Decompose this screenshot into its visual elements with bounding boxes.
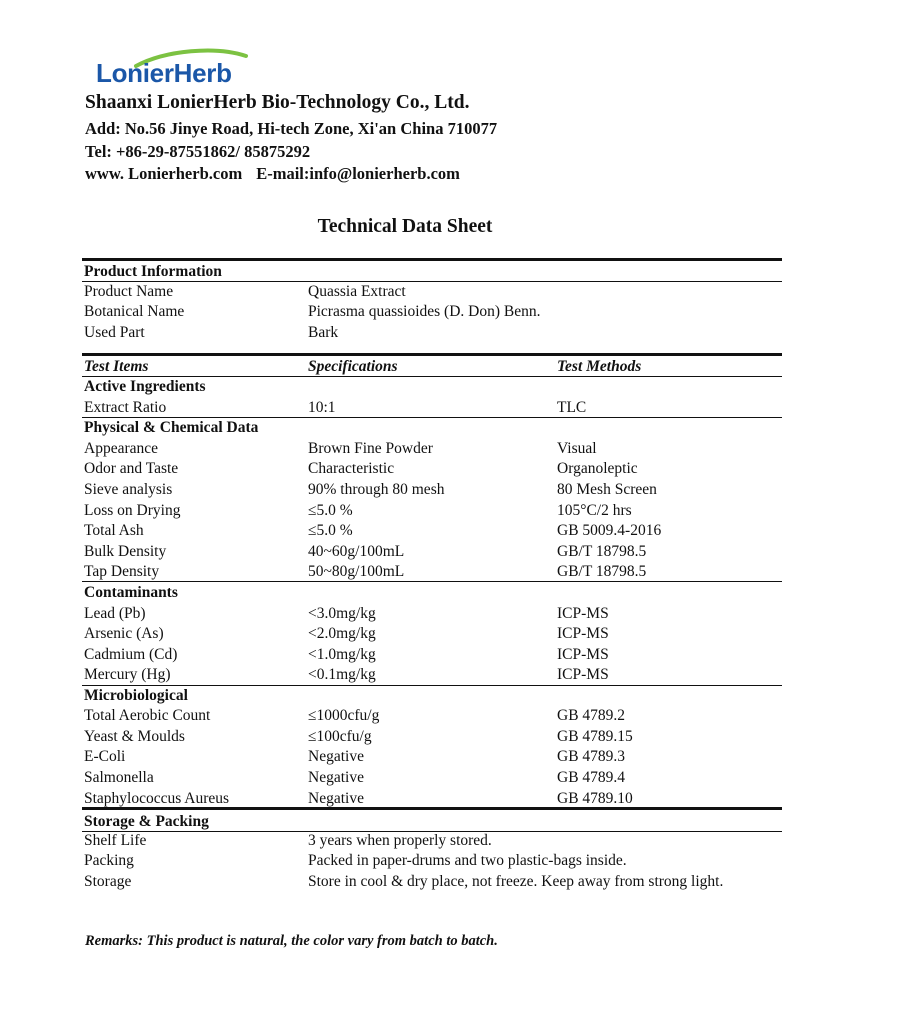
table-rule bbox=[82, 353, 782, 356]
method-cell: ICP-MS bbox=[557, 666, 609, 683]
spec-cell: ≤5.0 % bbox=[308, 522, 353, 539]
item-cell: Extract Ratio bbox=[84, 399, 167, 416]
item-cell: Botanical Name bbox=[84, 303, 185, 320]
company-email[interactable]: E-mail:info@lonierherb.com bbox=[256, 164, 460, 183]
company-website[interactable]: www. Lonierherb.com bbox=[85, 164, 243, 183]
spec-cell: 90% through 80 mesh bbox=[308, 481, 445, 498]
company-contact-line bbox=[85, 164, 460, 184]
item-cell: Loss on Drying bbox=[84, 502, 181, 519]
item-cell: Physical & Chemical Data bbox=[84, 419, 259, 436]
spec-cell: Negative bbox=[308, 748, 364, 765]
item-cell: Storage & Packing bbox=[84, 813, 209, 830]
spec-cell: Quassia Extract bbox=[308, 283, 406, 300]
spec-cell: <0.1mg/kg bbox=[308, 666, 376, 683]
spec-cell: Negative bbox=[308, 790, 364, 807]
table-rule bbox=[82, 258, 782, 261]
item-cell: Staphylococcus Aureus bbox=[84, 790, 230, 807]
table-rule bbox=[82, 807, 782, 810]
item-cell: Salmonella bbox=[84, 769, 154, 786]
item-cell: Microbiological bbox=[84, 687, 188, 704]
spec-cell: ≤1000cfu/g bbox=[308, 707, 380, 724]
column-header-test-items: Test Items bbox=[84, 358, 149, 375]
method-cell: GB 4789.3 bbox=[557, 748, 626, 765]
method-cell: Organoleptic bbox=[557, 460, 638, 477]
item-cell: Total Ash bbox=[84, 522, 144, 539]
company-logo bbox=[96, 44, 276, 90]
item-cell: E-Coli bbox=[84, 748, 126, 765]
item-cell: Packing bbox=[84, 852, 134, 869]
spec-cell: Store in cool & dry place, not freeze. Keep away from strong light. bbox=[308, 873, 724, 890]
method-cell: GB/T 18798.5 bbox=[557, 563, 647, 580]
item-cell: Lead (Pb) bbox=[84, 605, 146, 622]
spec-cell: Negative bbox=[308, 769, 364, 786]
method-cell: GB 4789.10 bbox=[557, 790, 633, 807]
method-cell: GB 4789.15 bbox=[557, 728, 633, 745]
spec-cell: Brown Fine Powder bbox=[308, 440, 433, 457]
method-cell: TLC bbox=[557, 399, 587, 416]
table-rule bbox=[82, 281, 782, 282]
method-cell: ICP-MS bbox=[557, 605, 609, 622]
spec-cell: ≤100cfu/g bbox=[308, 728, 372, 745]
company-phone: Tel: +86-29-87551862/ 85875292 bbox=[85, 142, 311, 161]
column-header-specifications: Specifications bbox=[308, 358, 398, 375]
method-cell: GB 4789.4 bbox=[557, 769, 626, 786]
item-cell: Yeast & Moulds bbox=[84, 728, 185, 745]
item-cell: Used Part bbox=[84, 324, 145, 341]
item-cell: Total Aerobic Count bbox=[84, 707, 211, 724]
spec-cell: 10:1 bbox=[308, 399, 336, 416]
spec-cell: 40~60g/100mL bbox=[308, 543, 405, 560]
item-cell: Appearance bbox=[84, 440, 159, 457]
spec-cell: Bark bbox=[308, 324, 339, 341]
method-cell: ICP-MS bbox=[557, 646, 609, 663]
method-cell: 105°C/2 hrs bbox=[557, 502, 632, 519]
spec-cell: <3.0mg/kg bbox=[308, 605, 376, 622]
item-cell: Sieve analysis bbox=[84, 481, 173, 498]
table-rule bbox=[82, 581, 782, 582]
column-header-test-methods: Test Methods bbox=[557, 358, 642, 375]
method-cell: ICP-MS bbox=[557, 625, 609, 642]
spec-cell: Picrasma quassioides (D. Don) Benn. bbox=[308, 303, 541, 320]
item-cell: Active Ingredients bbox=[84, 378, 206, 395]
item-cell: Product Information bbox=[84, 263, 222, 280]
remarks-note: Remarks: This product is natural, the color vary from batch to batch. bbox=[85, 933, 498, 949]
spec-cell: 50~80g/100mL bbox=[308, 563, 405, 580]
item-cell: Contaminants bbox=[84, 584, 178, 601]
item-cell: Odor and Taste bbox=[84, 460, 179, 477]
item-cell: Product Name bbox=[84, 283, 174, 300]
item-cell: Storage bbox=[84, 873, 132, 890]
method-cell: 80 Mesh Screen bbox=[557, 481, 657, 498]
spec-cell: Packed in paper-drums and two plastic-bags inside. bbox=[308, 852, 627, 869]
item-cell: Bulk Density bbox=[84, 543, 167, 560]
method-cell: Visual bbox=[557, 440, 597, 457]
company-name: Shaanxi LonierHerb Bio-Technology Co., Ltd. bbox=[85, 92, 470, 113]
method-cell: GB 5009.4-2016 bbox=[557, 522, 662, 539]
document-title: Technical Data Sheet bbox=[317, 216, 493, 237]
spec-cell: ≤5.0 % bbox=[308, 502, 353, 519]
method-cell: GB 4789.2 bbox=[557, 707, 626, 724]
logo-text: LonierHerb bbox=[96, 58, 232, 88]
company-address: Add: No.56 Jinye Road, Hi-tech Zone, Xi'an China 710077 bbox=[85, 119, 498, 138]
spec-cell: <2.0mg/kg bbox=[308, 625, 376, 642]
spec-cell: Characteristic bbox=[308, 460, 395, 477]
method-cell: GB/T 18798.5 bbox=[557, 543, 647, 560]
item-cell: Cadmium (Cd) bbox=[84, 646, 178, 663]
item-cell: Mercury (Hg) bbox=[84, 666, 171, 683]
spec-cell: <1.0mg/kg bbox=[308, 646, 376, 663]
item-cell: Tap Density bbox=[84, 563, 160, 580]
item-cell: Shelf Life bbox=[84, 832, 147, 849]
item-cell: Arsenic (As) bbox=[84, 625, 164, 642]
spec-cell: 3 years when properly stored. bbox=[308, 832, 492, 849]
